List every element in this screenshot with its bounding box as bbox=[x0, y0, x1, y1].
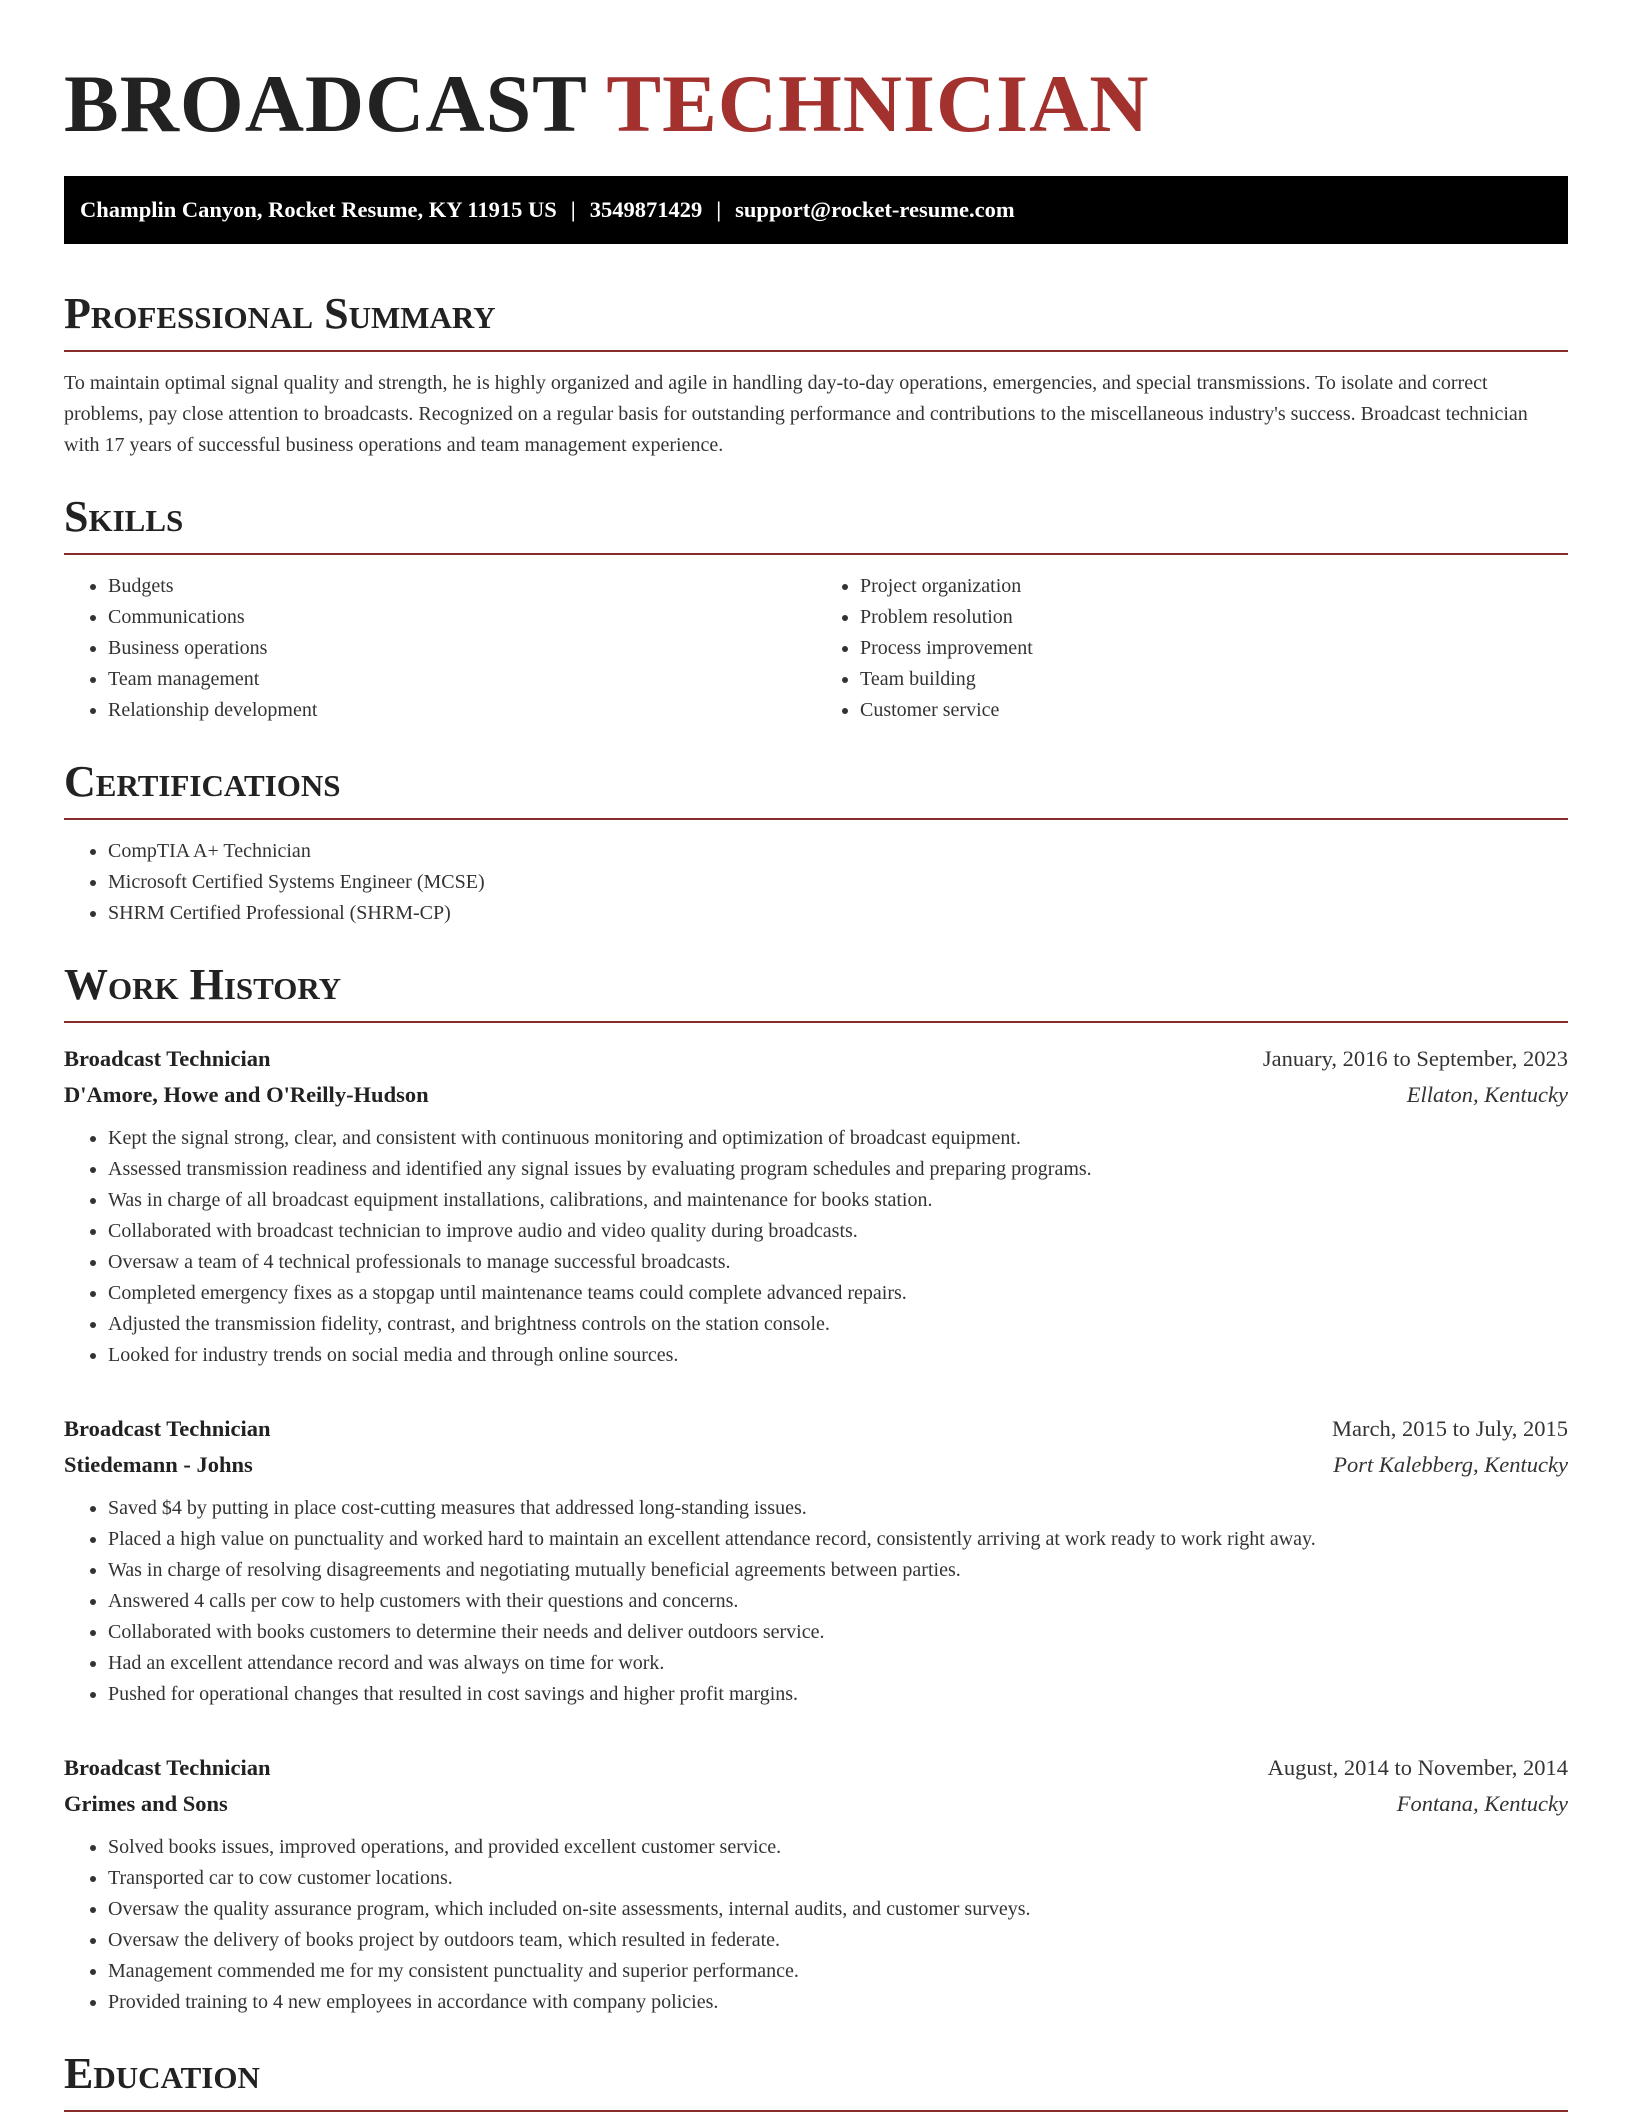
job-bullets bbox=[64, 1832, 1568, 2018]
contact-bar bbox=[64, 176, 1568, 244]
certification-item: • Microsoft Certified Systems Engineer (MCSE) bbox=[108, 867, 1568, 898]
job-dates: August, 2014 to November, 2014 bbox=[1267, 1755, 1568, 1780]
job-bullet: • Answered 4 calls per cow to help customers with their questions and concerns. bbox=[108, 1586, 1568, 1617]
job-bullet: • Was in charge of resolving disagreements and negotiating mutually beneficial agreements between parties. bbox=[108, 1555, 1568, 1586]
job-bullet: • Collaborated with books customers to determine their needs and deliver outdoors service. bbox=[108, 1617, 1568, 1648]
job-bullet: • Completed emergency fixes as a stopgap until maintenance teams could complete advanced repairs. bbox=[108, 1278, 1568, 1309]
contact-phone: 3549871429 bbox=[589, 197, 703, 222]
job-dates: January, 2016 to September, 2023 bbox=[1262, 1046, 1568, 1071]
job-bullet: • Placed a high value on punctuality and worked hard to maintain an excellent attendance record, consistently arriving at work ready to work right away. bbox=[108, 1524, 1568, 1555]
contact-separator: | bbox=[570, 197, 576, 222]
job-header-row bbox=[64, 1041, 1568, 1077]
name-first: BROADCAST bbox=[64, 58, 587, 149]
skills-grid bbox=[64, 555, 1568, 726]
skills-list-right bbox=[816, 571, 1568, 726]
job-bullet: • Kept the signal strong, clear, and consistent with continuous monitoring and optimization of broadcast equipment. bbox=[108, 1123, 1568, 1154]
job-header-row bbox=[64, 1411, 1568, 1447]
job-company-row bbox=[64, 1077, 1568, 1113]
job-title: Broadcast Technician bbox=[64, 1755, 271, 1780]
skill-item: • Communications bbox=[108, 602, 816, 633]
name-second: TECHNICIAN bbox=[606, 58, 1150, 149]
summary-text: To maintain optimal signal quality and strength, he is highly organized and agile in handling day-to-day operations, emergencies, and special transmissions. To isolate and correct problems, pay close attention to broadcasts. Recognized on a regular basis for outstanding performance and contributions to the miscellaneous industry's success. Broadcast technician with 17 years of successful business operations and team management experience. bbox=[64, 372, 1528, 456]
job-location: Fontana, Kentucky bbox=[1396, 1791, 1568, 1816]
job-bullet: • Solved books issues, improved operations, and provided excellent customer service. bbox=[108, 1832, 1568, 1863]
skill-item: • Budgets bbox=[108, 571, 816, 602]
skills-section bbox=[64, 491, 1568, 726]
job-header-row bbox=[64, 1750, 1568, 1786]
job-bullet: • Collaborated with broadcast technician to improve audio and video quality during broadcasts. bbox=[108, 1216, 1568, 1247]
skill-item: • Process improvement bbox=[860, 633, 1568, 664]
job-bullet: • Provided training to 4 new employees in accordance with company policies. bbox=[108, 1987, 1568, 2018]
skills-title: Skills bbox=[64, 491, 1568, 555]
summary-section bbox=[64, 288, 1568, 461]
contact-separator: | bbox=[716, 197, 722, 222]
skill-item: • Project organization bbox=[860, 571, 1568, 602]
skill-item: • Business operations bbox=[108, 633, 816, 664]
skill-item: • Team management bbox=[108, 664, 816, 695]
job-location: Port Kalebberg, Kentucky bbox=[1333, 1452, 1568, 1477]
job-bullet: • Was in charge of all broadcast equipment installations, calibrations, and maintenance for books station. bbox=[108, 1185, 1568, 1216]
skill-item: • Customer service bbox=[860, 695, 1568, 726]
job-bullet: • Transported car to cow customer locations. bbox=[108, 1863, 1568, 1894]
certification-item: • CompTIA A+ Technician bbox=[108, 836, 1568, 867]
job-company: D'Amore, Howe and O'Reilly-Hudson bbox=[64, 1082, 429, 1107]
job-bullet: • Oversaw a team of 4 technical professionals to manage successful broadcasts. bbox=[108, 1247, 1568, 1278]
work-history-title: Work History bbox=[64, 959, 1568, 1023]
job-bullet: • Adjusted the transmission fidelity, contrast, and brightness controls on the station console. bbox=[108, 1309, 1568, 1340]
work-history-section bbox=[64, 959, 1568, 2018]
certification-item: • SHRM Certified Professional (SHRM-CP) bbox=[108, 898, 1568, 929]
job-company-row bbox=[64, 1447, 1568, 1483]
job-bullet: • Saved $4 by putting in place cost-cutting measures that addressed long-standing issues. bbox=[108, 1493, 1568, 1524]
job-bullets bbox=[64, 1123, 1568, 1371]
job-company: Stiedemann - Johns bbox=[64, 1452, 253, 1477]
job-bullet: • Pushed for operational changes that resulted in cost savings and higher profit margins. bbox=[108, 1679, 1568, 1710]
skill-item: • Team building bbox=[860, 664, 1568, 695]
job-entry bbox=[64, 1411, 1568, 1710]
skills-list-left bbox=[64, 571, 816, 726]
job-bullet: • Assessed transmission readiness and identified any signal issues by evaluating program schedules and preparing programs. bbox=[108, 1154, 1568, 1185]
skill-item: • Relationship development bbox=[108, 695, 816, 726]
job-bullet: • Oversaw the delivery of books project by outdoors team, which resulted in federate. bbox=[108, 1925, 1568, 1956]
job-entry bbox=[64, 1041, 1568, 1371]
contact-email: support@rocket-resume.com bbox=[735, 197, 1015, 222]
job-bullet: • Management commended me for my consistent punctuality and superior performance. bbox=[108, 1956, 1568, 1987]
education-title: Education bbox=[64, 2048, 1568, 2112]
job-location: Ellaton, Kentucky bbox=[1406, 1082, 1568, 1107]
job-entry bbox=[64, 1750, 1568, 2018]
job-bullet: • Oversaw the quality assurance program, which included on-site assessments, internal audits, and customer surveys. bbox=[108, 1894, 1568, 1925]
certifications-title: Certifications bbox=[64, 756, 1568, 820]
certifications-section bbox=[64, 756, 1568, 929]
job-title: Broadcast Technician bbox=[64, 1416, 271, 1441]
job-company: Grimes and Sons bbox=[64, 1791, 228, 1816]
job-bullet: • Had an excellent attendance record and was always on time for work. bbox=[108, 1648, 1568, 1679]
resume-name bbox=[64, 0, 1568, 176]
job-bullets bbox=[64, 1493, 1568, 1710]
job-title: Broadcast Technician bbox=[64, 1046, 271, 1071]
education-section bbox=[64, 2048, 1568, 2112]
job-company-row bbox=[64, 1786, 1568, 1822]
summary-title: Professional Summary bbox=[64, 288, 1568, 352]
certifications-list bbox=[64, 836, 1568, 929]
job-bullet: • Looked for industry trends on social media and through online sources. bbox=[108, 1340, 1568, 1371]
job-dates: March, 2015 to July, 2015 bbox=[1331, 1416, 1568, 1441]
contact-address: Champlin Canyon, Rocket Resume, KY 11915 US bbox=[80, 197, 557, 222]
skill-item: • Problem resolution bbox=[860, 602, 1568, 633]
